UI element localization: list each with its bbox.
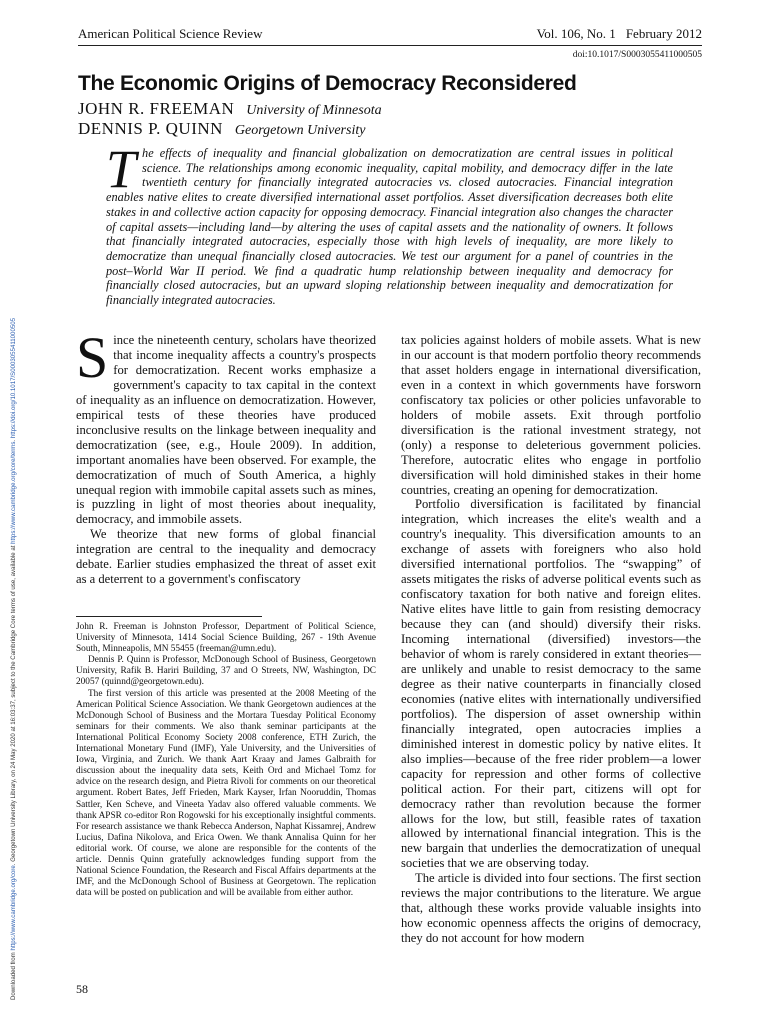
footnote-acknowledgments: The first version of this article was presented at the 2008 Meeting of the American Political Science Association. We thank Georgetown audiences at the McDonough School of Business and the Mortara Tuesday Political Economy seminars for their comments. We also thank seminar participants at the International Political Economy Society 2008 conference, ETH Zurich, the International Monetary Fund (IMF), Yale University, and the Universities of Iowa, Virginia, and Zurich. We thank Aart Kraay and James Galbraith for discussion about the inequality data sets, Keith Ord and Michael Tomz for advice on the research design, and Pietra Rivoli for comments on our theoretical argument. Robert Bates, Jeff Frieden, Mark Kayser, Irfan Nooruddin, Thomas Sattler, Ken Scheve, and Vineeta Yadav also offered valuable comments. We thank APSR co-editor Ron Rogowski for his exceptionally insightful comments. For research assistance we thank Rebecca Anderson, Naphat Kissamrej, Andrew Lucius, Dafina Nikolova, and Erica Owen. We thank Annalisa Quinn for her editorial work. Of course, we alone are responsible for the contents of the article. Dennis Quinn gratefully acknowledges funding support from the National Science Foundation, the Research and Fiscal Affairs departments at the IMF, and the McDonough School of Business at Georgetown. The replication data will be posted on publication and will be available from either author. (76, 688, 376, 899)
download-notice (8, 70, 20, 1000)
author-2-affiliation: Georgetown University (234, 123, 366, 138)
issue-info (537, 26, 702, 42)
body-paragraph: We theorize that new forms of global financial integration are central to the inequality and democracy debate. Earlier studies emphasized the threat of asset exit as a deterrent to a government's confiscatory (76, 527, 376, 587)
abstract-text: he effects of inequality and financial globalization on democratization are central issues in political science. The relationships among economic inequality, capital mobility, and democracy differ in the late twentieth century for financially integrated autocracies vs. closed autocracies. Financial integration enables native elites to create diversified international asset portfolios. Asset diversification decreases both elite stakes in and collective action capacity for opposing democracy. Financial integration also changes the character of capital assets—including land—by altering the uses of capital assets and the nationality of owners. It follows that financially integrated autocracies, especially those with high levels of inequality, are more likely to democratize than unequal financially closed autocracies. We test our argument for a panel of countries in the post–World War II period. We find a quadratic hump relationship between inequality and democracy for financially closed autocracies, but an upward sloping relationship between inequality and democratization for financially integrated autocracies. (106, 146, 673, 308)
download-notice-prefix: Downloaded from (10, 950, 17, 1000)
footnote-rule (76, 616, 262, 617)
author-2-name: DENNIS P. QUINN (78, 119, 223, 138)
doi-link[interactable]: https://doi.org/10.1017/S0003055411000505 (10, 317, 17, 439)
abstract (106, 139, 673, 308)
issue-date: February 2012 (625, 26, 702, 41)
body-paragraph: The article is divided into four sections. The first section reviews the major contributions to the literature. We argue that, although these works provide valuable insights into how economic openness affects the origins of democracy, they do not account for how modern (401, 871, 701, 946)
journal-name: American Political Science Review (78, 26, 263, 41)
running-head (78, 26, 702, 42)
body-paragraph-text: ince the nineteenth century, scholars have theorized that income inequality affects a country's prospects for democratization. Recent works emphasize a government's capacity to tax capital in the context of inequality as an influence on democratization. However, empirical tests of these theories have produced inconclusive results on the linkage between inequality and democratization (see, e.g., Houle 2009). In addition, important anomalies have been observed. For example, the democratization of much of South America, a highly unequal region with immobile capital assets such as mines, is puzzling in light of most theories about inequality, democracy, and immobile assets. (76, 333, 376, 527)
cambridge-core-link[interactable]: https://www.cambridge.org/core (10, 865, 17, 951)
author-1 (78, 99, 382, 119)
download-notice-sep: . (10, 438, 17, 442)
body-paragraph: Portfolio diversification is facilitated by financial integration, which increases the elite's wealth and a country's inequality. This diversification amounts to an exchange of assets with foreigners who also hold diversified international portfolios. The “swapping” of assets mitigates the risks of adverse political events such as confiscatory taxation for both native and foreign elites. Native elites have little to gain from resisting democracy because they can (and should) diversify their risks. Incoming international (diversified) investors—the behavior of whom is rarely considered in extant theories—are unlikely and unable to resist democracy to the same degree as their native counterparts in financially closed economies (native elites with internationally undiversified portfolios). The dispersion of asset ownership within financially integrated, open autocracies implies a diminished interest in domestic policy by native elites. It also implies—because of the free rider problem—a lower capacity for repression and other forms of collective political action. For their part, citizens will opt for democracy rather than revolution because the former allows for the low, but still, feasible rates of taxation allowed by international financial integration. This is the new bargain that underlies the democratization of unequal societies that we are observing today. (401, 497, 701, 871)
volume-number: Vol. 106, No. 1 (536, 26, 616, 41)
download-notice-middle: . Georgetown University Library, on 24 May 2020 at 16:03:37, subject to the Cambridge Core terms of use, available at (10, 543, 17, 866)
body-paragraph (76, 325, 376, 527)
body-column-left (76, 325, 376, 587)
body-drop-cap: S (76, 325, 109, 390)
body-column-right (401, 333, 701, 946)
article-doi: doi:10.1017/S0003055411000505 (572, 50, 702, 60)
footnote-quinn: Dennis P. Quinn is Professor, McDonough School of Business, Georgetown University, Rafik B. Hariri Building, 37 and O Streets, NW, Washington, DC 20057 (quinnd@georgetown.edu). (76, 655, 376, 688)
author-1-name: JOHN R. FREEMAN (78, 99, 235, 118)
header-rule (78, 45, 702, 46)
cambridge-terms-link[interactable]: https://www.cambridge.org/core/terms (10, 441, 17, 544)
author-2 (78, 119, 365, 139)
footnote-freeman: John R. Freeman is Johnston Professor, Department of Political Science, University of Minnesota, 1414 Social Science Building, 267 - 19th Avenue South, Minneapolis, MN 55455 (freeman@umn.edu). (76, 622, 376, 655)
abstract-drop-cap: T (106, 139, 137, 199)
page-number: 58 (76, 982, 88, 996)
body-paragraph: tax policies against holders of mobile assets. What is new in our account is that modern portfolio theory recommends that asset holders engage in international diversification, even in a context in which governments have forsworn confiscatory tax policies or other policies unfavorable to holders of mobile assets. Exit through portfolio diversification is the rational investment strategy, not (only) a response to deleterious government policies. Therefore, autocratic elites who engage in portfolio diversification will hold diminished stakes in their home countries, creating an opening for democratization. (401, 333, 701, 497)
article-title: The Economic Origins of Democracy Reconsidered (78, 72, 577, 95)
author-footnotes (76, 622, 376, 899)
author-1-affiliation: University of Minnesota (246, 103, 382, 118)
